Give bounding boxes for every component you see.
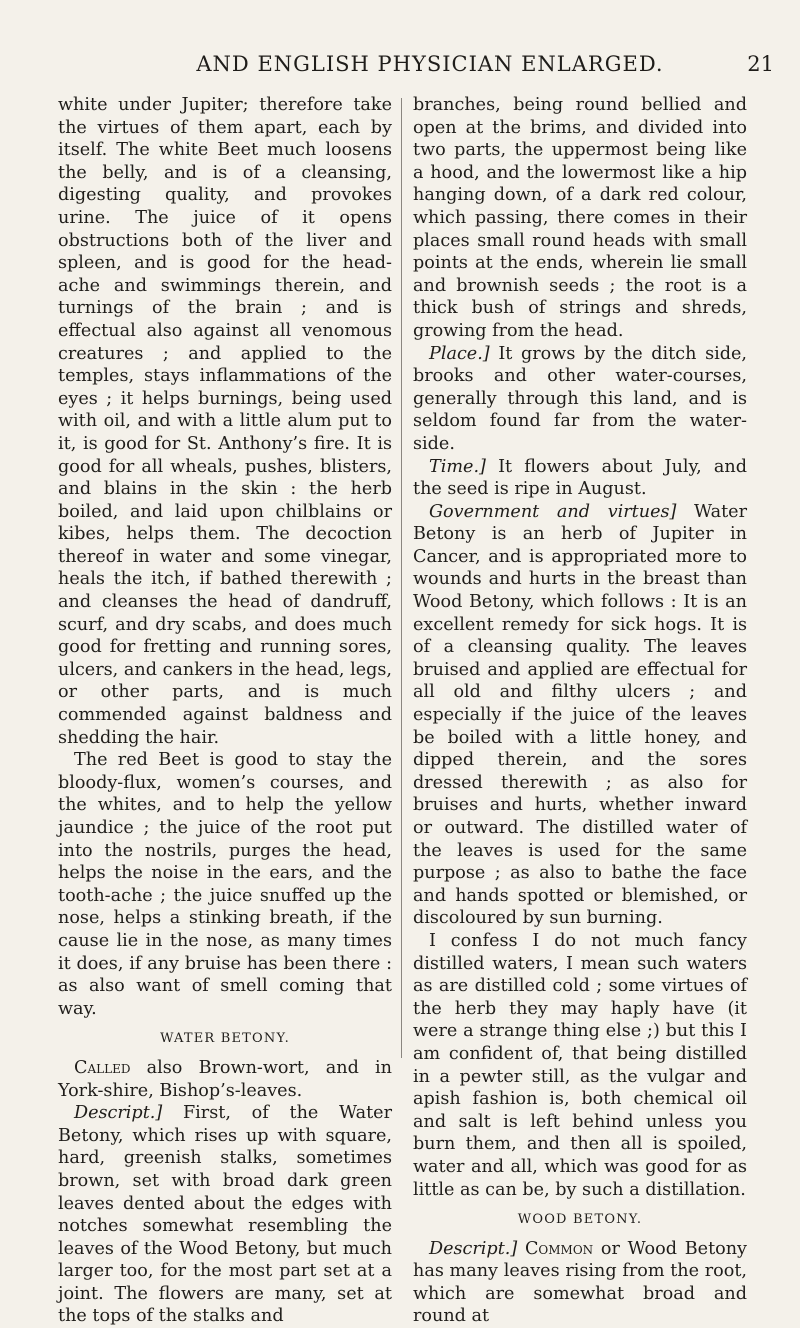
right-column: [413, 94, 747, 1328]
paragraph-text: Water Betony is an herb of Jupiter in Cancer, and is appropriated more to wounds and hurts in the breast than Wood Betony, which follows : It is an excellent remedy for sick hogs. It is of a cleansing quality. The leaves bruised and applied are effectual for all old and filthy ulcers ; and especially if the juice of the leaves be boiled with a little honey, and dipped therein, and the sores dressed therewith ; as also for bruises and hurts, whether inward or outward. The distilled water of the leaves is used for the same purpose ; as also to bathe the face and hands spotted or blemished, or discoloured by sun burning.: [413, 501, 747, 929]
page-number: 21: [747, 52, 774, 76]
left-column: [58, 94, 392, 1328]
section-label-place: Place.]: [429, 343, 490, 364]
paragraph-beet-virtues: white under Jupiter; therefore take the virtues of them apart, each by itself. The white Beet much loosens the belly, and is of a cleansing, digesting quality, and provokes urine. The juice of it opens obstructions both of the liver and spleen, and is good for the head-ache and swimmings therein, and turnings of the brain ; and is effectual also against all venomous creatures ; and applied to the temples, stays inflammations of the eyes ; it helps burnings, being used with oil, and with a little alum put to it, is good for St. Anthony’s fire. It is good for all wheals, pushes, blisters, and blains in the skin : the herb boiled, and laid upon chilblains or kibes, helps them. The decoction thereof in water and some vinegar, heals the itch, if bathed therewith ; and cleanses the head of dandruff, scurf, and dry scabs, and does much good for fretting and running sores, ulcers, and cankers in the head, legs, or other parts, and is much commended against baldness and shedding the hair.: [58, 95, 392, 748]
lead-word: Called: [74, 1057, 131, 1078]
paragraph-text: or Wood Betony has many leaves rising from the root, which are somewhat broad and round at: [413, 1238, 747, 1327]
paragraph-text: It flowers about July, and the seed is ripe in August.: [413, 456, 747, 500]
paragraph-place: [413, 343, 747, 456]
paragraph-red-beet: The red Beet is good to stay the bloody-flux, women’s courses, and the whites, and to help the yellow jaundice ; the juice of the root put into the nostrils, purges the head, helps the noise in the ears, and the tooth-ache ; the juice snuffed up the nose, helps a stinking breath, if the cause lie in the nose, as many times it does, if any bruise has been there : as also want of smell coming that way.: [58, 750, 392, 1019]
column-divider: [401, 98, 402, 1058]
paragraph-text: First, of the Water Betony, which rises up with square, hard, greenish stalks, sometimes brown, set with broad dark green leaves dented about the edges with notches somewhat resembling the leaves of the Wood Betony, but much larger too, for the most part set at a joint. The flowers are many, set at the tops of the stalks and: [58, 1103, 392, 1327]
paragraph-distilled-waters: I confess I do not much fancy distilled waters, I mean such waters as are distilled cold ; some virtues of the herb they may haply have (it were a strange thing else ;) but this I am confident of, that being distilled in a pewter still, as the vulgar and apish fashion is, both chemical oil and salt is left behind unless you burn them, and then all is spoiled, water and all, which was good for as little as can be, by such a distillation.: [413, 930, 747, 1200]
paragraph-text: also Brown-wort, and in York-shire, Bishop’s-leaves.: [58, 1057, 392, 1101]
paragraph-government-virtues: [413, 501, 747, 930]
section-label-descript: Descript.]: [74, 1103, 163, 1124]
running-head: [0, 52, 800, 82]
lead-word: Common: [517, 1238, 594, 1259]
section-heading-wood-betony: WOOD BETONY.: [517, 1212, 643, 1228]
running-title: AND ENGLISH PHYSICIAN ENLARGED.: [196, 52, 664, 76]
paragraph-text: It grows by the ditch side, brooks and other water-courses, generally through this land, and is seldom found far from the water-side.: [413, 343, 747, 454]
section-heading-water-betony: WATER BETONY.: [160, 1031, 290, 1047]
paragraph-called: [58, 1057, 392, 1102]
paragraph-wood-betony-description: [413, 1238, 747, 1328]
section-label-time: Time.]: [429, 456, 486, 477]
section-label-descript: Descript.]: [429, 1238, 518, 1259]
paragraph-description: [58, 1102, 392, 1328]
paragraph-flowers: branches, being round bellied and open at the brims, and divided into two parts, the uppermost being like a hood, and the lowermost like a hip hanging down, of a dark red colour, which passing, there comes in their places small round heads with small points at the ends, wherein lie small and brownish seeds ; the root is a thick bush of strings and shreds, growing from the head.: [413, 95, 747, 341]
section-label-government: Government and virtues]: [429, 501, 677, 522]
paragraph-time: [413, 456, 747, 501]
